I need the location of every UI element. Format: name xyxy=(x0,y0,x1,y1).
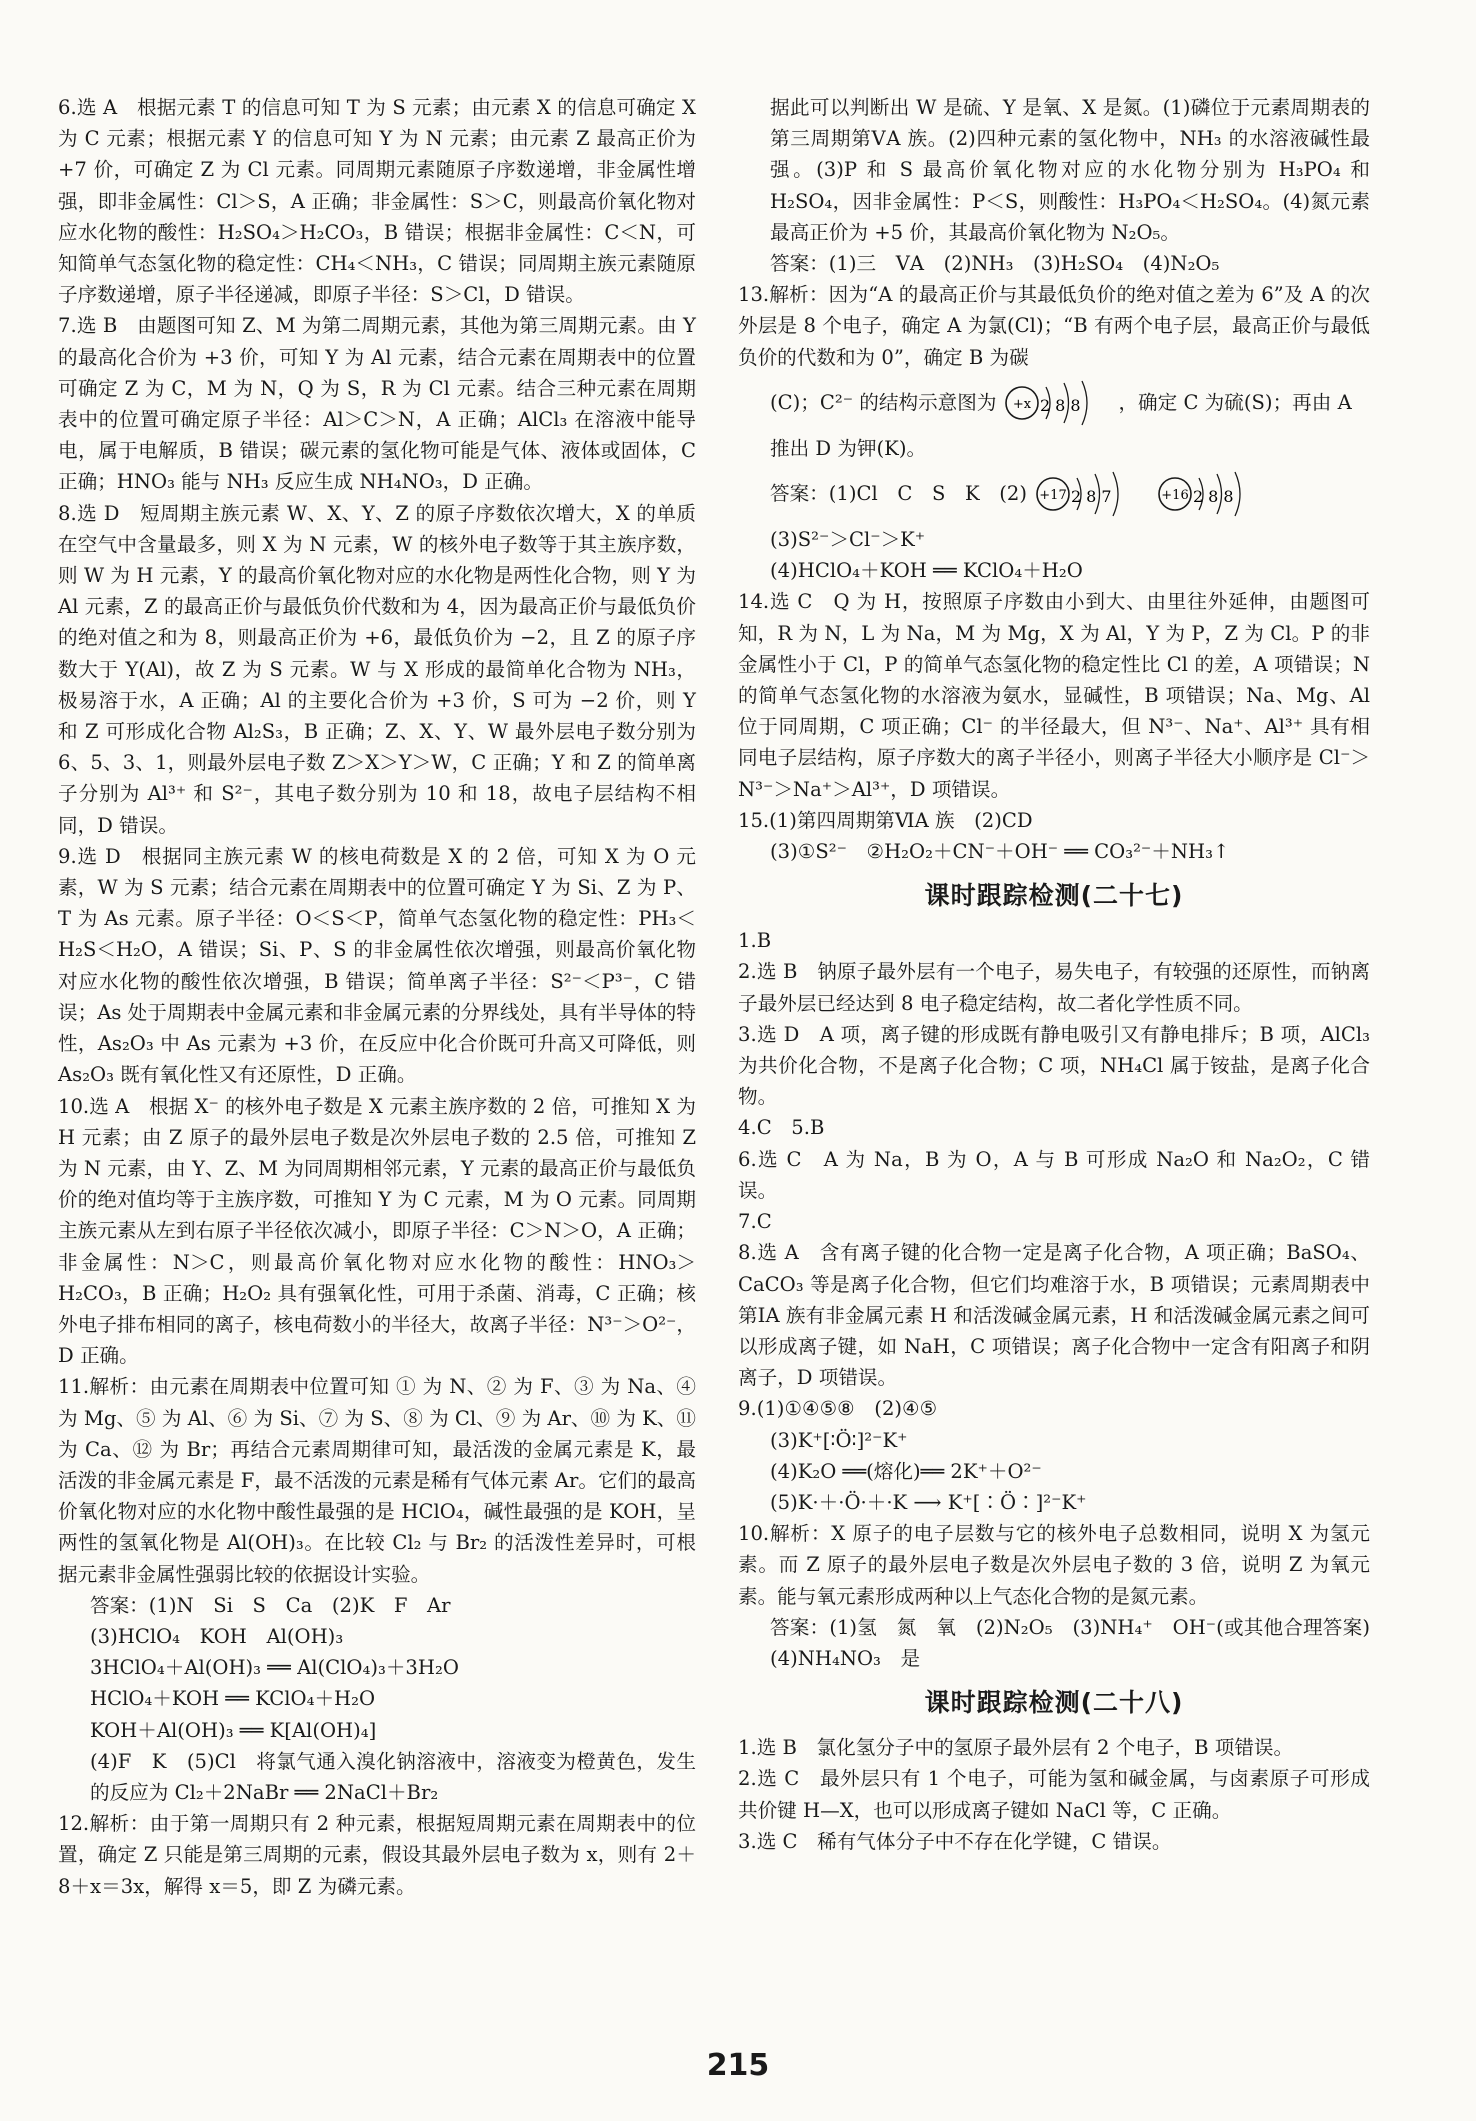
s28-answer-1: 1.选 B 氯化氢分子中的氢原子最外层有 2 个电子，B 项错误。 xyxy=(738,1736,1294,1760)
section-heading-28: 课时跟踪检测(二十八) xyxy=(924,1688,1184,1718)
answer-8: 8.选 D 短周期主族元素 W、X、Y、Z 的原子序数依次增大，X 的单质在空气中含量最多，则 X 为 N 元素，W 的核外电子数等于其主族序数，则 W 为 H 元素，Y 的最高价氧化物对应的水化物是两性化合物，则 Y 为 Al 元素，Z 的最高正价与最低负价代数和为 4，因为最高正价与最低负价的绝对值之和为 8，则最高正价为 +6，最低负价为 −2，且 Z 的原子序数大于 Y(Al)，故 Z 为 S 元素。W 与 X 形成的最简单化合物为 NH₃，极易溶于水，A 正确；Al 的主要化合价为 +3 价，S 可为 −2 价，则 Y 和 Z 可形成化合物 Al₂S₃，B 正确；Z、X、Y、W 最外层电子数分别为 6、5、3、1，则最外层电子数 Z＞X＞Y＞W，C 正确；Y 和 Z 的简单离子分别为 Al³⁺ 和 S²⁻，其电子数分别为 10 和 18，故电子层结构不相同，D 错误。 xyxy=(58,501,703,837)
atom-diagram-3 xyxy=(1155,468,1265,520)
answer-13-text-d: 推出 D 为钾(K)。 xyxy=(770,436,927,460)
answer-11-key-2: (3)HClO₄ KOH Al(OH)₃ xyxy=(90,1624,344,1648)
answer-12-continued: 据此可以判断出 W 是硫、Y 是氧、X 是氮。(1)磷位于元素周期表的第三周期第ⅤA 族。(2)四种元素的氢化物中，NH₃ 的水溶液碱性最强。(3)P 和 S 最高价氧化物对应的水化物分别为 H₃PO₄ 和 H₂SO₄，因非金属性：P＜S，则酸性：H₃PO₄＜H₂SO₄。(4)氮元素最高正价为 +5 价，其最高价氧化物为 N₂O₅。 xyxy=(770,96,1377,244)
answer-15-a: 15.(1)第四周期第ⅥA 族 (2)CD xyxy=(738,808,1033,832)
answer-13-text-pre: (C)；C²⁻ 的结构示意图为 xyxy=(770,391,997,415)
s27-answer-1: 1.B xyxy=(738,929,772,953)
s27-answer-9-4: (4)K₂O ══(熔化)══ 2K⁺＋O²⁻ xyxy=(770,1459,1042,1483)
left-column xyxy=(58,92,703,1902)
s27-answer-4-5: 4.C 5.B xyxy=(738,1116,825,1140)
answer-14: 14.选 C Q 为 H，按照原子序数由小到大、由里往外延伸，由题图可知，R 为 N，L 为 Na，M 为 Mg，X 为 Al，Y 为 P，Z 为 Cl。P 的非金属性小于 Cl，P 的简单气态氢化物的稳定性比 Cl 的差，A 项错误；N 的简单气态氢化物的水溶液为氨水，显碱性，B 项错误；Na、Mg、Al 位于同周期，C 项正确；Cl⁻ 的半径最大，但 N³⁻、Na⁺、Al³⁺ 具有相同电子层结构，原子序数大的离子半径小，则离子半径大小顺序是 Cl⁻＞N³⁻＞Na⁺＞Al³⁺，D 项错误。 xyxy=(738,590,1377,801)
answer-11-eq-2: HClO₄＋KOH ══ KClO₄＋H₂O xyxy=(90,1687,376,1711)
s27-answer-3: 3.选 D A 项，离子键的形成既有静电吸引又有静电排斥；B 项，AlCl₃ 为共价化合物，不是离子化合物；C 项，NH₄Cl 属于铵盐，是离子化合物。 xyxy=(738,1022,1377,1109)
atom-1-shells: 288 xyxy=(1040,395,1086,415)
atom-diagram-1 xyxy=(1002,377,1112,429)
answer-13-analysis: 13.解析：因为“A 的最高正价与其最低负价的绝对值之差为 6”及 A 的次外层是 8 个电子，确定 A 为氯(Cl)；“B 有两个电子层，最高正价与最低负价的代数和为 0”，确定 B 为碳 xyxy=(738,283,1370,369)
atom-2-shells: 287 xyxy=(1070,487,1117,507)
page-number: 215 xyxy=(706,2048,770,2083)
answer-13-key-pre: 答案：(1)Cl C S K (2) xyxy=(770,482,1027,506)
atom-3-shells: 288 xyxy=(1192,487,1239,507)
s27-answer-6: 6.选 C A 为 Na，B 为 O，A 与 B 可形成 Na₂O 和 Na₂O₂，C 错误。 xyxy=(738,1147,1370,1202)
answer-9: 9.选 D 根据同主族元素 W 的核电荷数是 X 的 2 倍，可知 X 为 O 元素，W 为 S 元素；结合元素在周期表中的位置可确定 Y 为 Si、Z 为 P、T 为 As 元素。原子半径：O＜S＜P，简单气态氢化物的稳定性：PH₃＜H₂S＜H₂O，A 错误；Si、P、S 的非金属性依次增强，则最高价氧化物对应水化物的酸性依次增强，B 错误；简单离子半径：S²⁻＜P³⁻，C 错误；As 处于周期表中金属元素和非金属元素的分界线处，具有半导体的特性，As₂O₃ 中 As 元素为 +3 价，在反应中化合价既可升高又可降低，则 As₂O₃ 既有氧化性又有还原性，D 正确。 xyxy=(58,844,703,1087)
atom-3-nucleus: +16 xyxy=(1161,488,1189,504)
atom-diagram-2 xyxy=(1033,468,1143,520)
answer-13-structure-line xyxy=(738,373,1370,433)
answer-12-key: 答案：(1)三 ⅤA (2)NH₃ (3)H₂SO₄ (4)N₂O₅ xyxy=(770,252,1220,276)
answer-11-key-3: (4)F K (5)Cl 将氯气通入溴化钠溶液中，溶液变为橙黄色，发生的反应为 Cl₂＋2NaBr ══ 2NaCl＋Br₂ xyxy=(90,1749,696,1804)
answer-13-key-line xyxy=(738,464,1370,524)
s27-answer-9-3: (3)K⁺[∶Ö∶]²⁻K⁺ xyxy=(770,1428,908,1452)
atom-1-nucleus: +x xyxy=(1013,396,1032,412)
atom-structure-diagram-c2minus xyxy=(1002,377,1112,429)
answer-10: 10.选 A 根据 X⁻ 的核外电子数是 X 元素主族序数的 2 倍，可推知 X 为 H 元素；由 Z 原子的最外层电子数是次外层电子数的 2.5 倍，可推知 Z 为 N 元素，由 Y、Z、M 为同周期相邻元素，Y 元素的最高正价与最低负价的绝对值均等于主族序数，可推知 Y 为 C 元素，M 为 O 元素。同周期主族元素从左到右原子半径依次减小，即原子半径：C＞N＞O，A 正确；非金属性：N＞C，则最高价氧化物对应水化物的酸性：HNO₃＞H₂CO₃，B 正确；H₂O₂ 具有强氧化性，可用于杀菌、消毒，C 正确；核外电子排布相同的离子，核电荷数小的半径大，故离子半径：N³⁻＞O²⁻，D 正确。 xyxy=(58,1094,703,1368)
answer-11-key-1: 答案：(1)N Si S Ca (2)K F Ar xyxy=(90,1593,451,1617)
atom-2-nucleus: +17 xyxy=(1039,488,1067,504)
right-column xyxy=(738,92,1390,1857)
answer-11-eq-1: 3HClO₄＋Al(OH)₃ ══ Al(ClO₄)₃＋3H₂O xyxy=(90,1656,459,1680)
answer-12-analysis: 12.解析：由于第一周期只有 2 种元素，根据短周期元素在周期表中的位置，确定 Z 只能是第三周期的元素，假设其最外层电子数为 x，则有 2＋8＋x＝3x，解得 x＝5，即 Z 为磷元素。 xyxy=(58,1812,696,1898)
answer-6: 6.选 A 根据元素 T 的信息可知 T 为 S 元素；由元素 X 的信息可确定 X 为 C 元素；根据元素 Y 的信息可知 Y 为 N 元素；由元素 Z 最高正价为 +7 价，可确定 Z 为 Cl 元素。同周期元素随原子序数递增，非金属性增强，即非金属性：Cl＞S，A 正确；非金属性：S＞C，则最高价氧化物对应水化物的酸性：H₂SO₄＞H₂CO₃，B 错误；根据非金属性：C＜N，可知简单气态氢化物的稳定性：CH₄＜NH₃，C 错误；同周期主族元素随原子序数递增，原子半径递减，即原子半径：S＞Cl，D 错误。 xyxy=(58,96,703,307)
answer-11-analysis: 11.解析：由元素在周期表中位置可知 ① 为 N、② 为 F、③ 为 Na、④ 为 Mg、⑤ 为 Al、⑥ 为 Si、⑦ 为 S、⑧ 为 Cl、⑨ 为 Ar、⑩ 为 K、⑪ 为 Ca、⑫ 为 Br；再结合元素周期律可知，最活泼的金属元素是 K，最活泼的非金属元素是 F，最不活泼的元素是稀有气体元素 Ar。它们的最高价氧化物对应的水化物中酸性最强的是 HClO₄，碱性最强的是 KOH，呈两性的氢氧化物是 Al(OH)₃。在比较 Cl₂ 与 Br₂ 的活泼性差异时，可根据元素非金属性强弱比较的依据设计实验。 xyxy=(58,1375,703,1586)
atom-structure-diagram-cl xyxy=(1033,468,1143,520)
s28-answer-2: 2.选 C 最外层只有 1 个电子，可能为氢和碱金属，与卤素原子可形成共价键 H—X，也可以形成离子键如 NaCl 等，C 正确。 xyxy=(738,1767,1370,1822)
s28-answer-3: 3.选 C 稀有气体分子中不存在化学键，C 错误。 xyxy=(738,1829,1172,1853)
s27-answer-7: 7.C xyxy=(738,1210,772,1234)
answer-13-key-4: (4)HClO₄＋KOH ══ KClO₄＋H₂O xyxy=(770,559,1083,583)
s27-answer-10-key: 答案：(1)氢 氮 氧 (2)N₂O₅ (3)NH₄⁺ OH⁻(或其他合理答案) (4)NH₄NO₃ 是 xyxy=(770,1615,1390,1670)
s27-answer-2: 2.选 B 钠原子最外层有一个电子，易失电子，有较强的还原性，而钠离子最外层已经达到 8 电子稳定结构，故二者化学性质不同。 xyxy=(738,960,1370,1015)
answer-15-b: (3)①S²⁻ ②H₂O₂＋CN⁻＋OH⁻ ══ CO₃²⁻＋NH₃↑ xyxy=(770,840,1230,864)
section-heading-27: 课时跟踪检测(二十七) xyxy=(924,881,1184,911)
answer-13-key-3: (3)S²⁻＞Cl⁻＞K⁺ xyxy=(770,528,926,552)
answer-13-text-post: ，确定 C 为硫(S)；再由 A xyxy=(1118,391,1352,415)
s27-answer-9-5: (5)K·＋·Ö·＋·K ⟶ K⁺[∶Ö∶]²⁻K⁺ xyxy=(770,1490,1087,1514)
s27-answer-10: 10.解析：X 原子的电子层数与它的核外电子总数相同，说明 X 为氢元素。而 Z 原子的最外层电子数是次外层电子数的 3 倍，说明 Z 为氧元素。能与氧元素形成两种以上气态化合物的是氮元素。 xyxy=(738,1522,1370,1608)
s27-answer-9: 9.(1)①④⑤⑧ (2)④⑤ xyxy=(738,1397,938,1421)
atom-structure-diagram-s xyxy=(1155,468,1265,520)
answer-11-eq-3: KOH＋Al(OH)₃ ══ K[Al(OH)₄] xyxy=(90,1718,377,1742)
s27-answer-8: 8.选 A 含有离子键的化合物一定是离子化合物，A 项正确；BaSO₄、CaCO₃ 等是离子化合物，但它们均难溶于水，B 项错误；元素周期表中第ⅠA 族有非金属元素 H 和活泼碱金属元素，H 和活泼碱金属元素之间可以形成离子键，如 NaH，C 项错误；离子化合物中一定含有阳离子和阴离子，D 项错误。 xyxy=(738,1241,1370,1390)
answer-7: 7.选 B 由题图可知 Z、M 为第二周期元素，其他为第三周期元素。由 Y 的最高化合价为 +3 价，可知 Y 为 Al 元素，结合元素在周期表中的位置可确定 Z 为 C，M 为 N，Q 为 S，R 为 Cl 元素。结合三种元素在周期表中的位置可确定原子半径：Al＞C＞N，A 正确；AlCl₃ 在溶液中能导电，属于电解质，B 错误；碳元素的氢化物可能是气体、液体或固体，C 正确；HNO₃ 能与 NH₃ 反应生成 NH₄NO₃，D 正确。 xyxy=(58,314,703,494)
